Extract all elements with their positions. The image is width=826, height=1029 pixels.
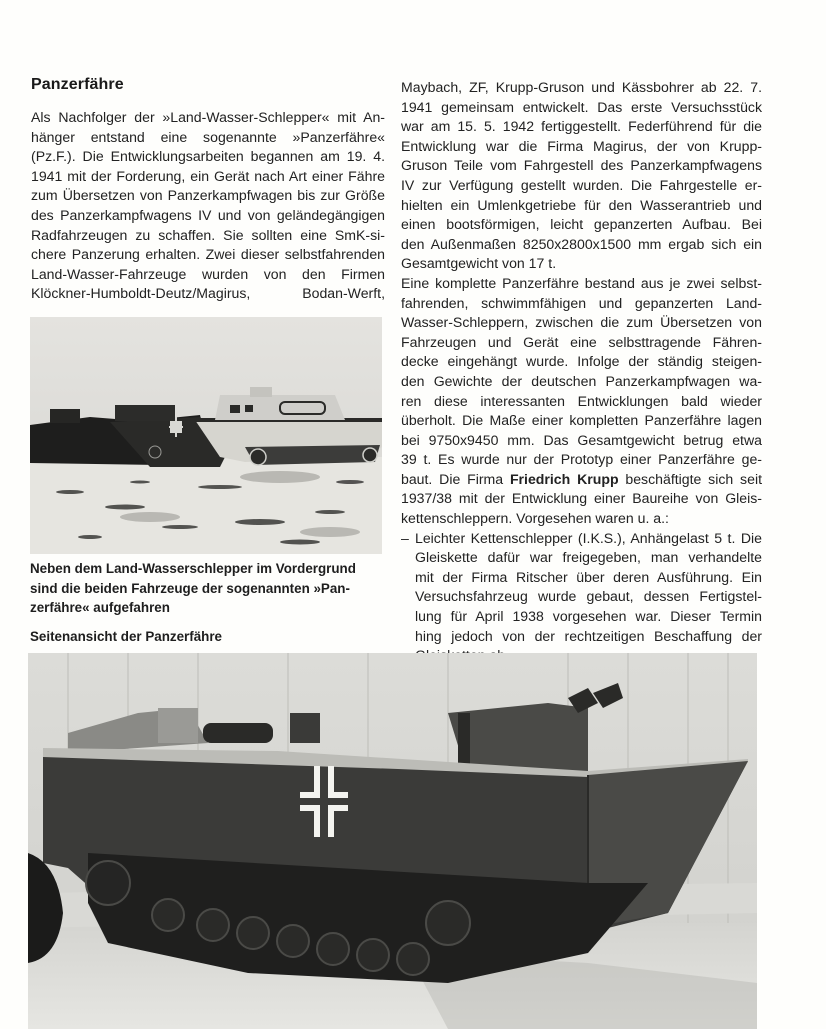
text-line: Eine komplette Panzerfähre bestand aus je zwei selbst- — [401, 274, 762, 291]
text-line: Radfahrzeugen zu schaffen. Sie sollten eine SmK-si- — [31, 226, 385, 243]
text-line: einen bootsförmigen, leicht gepanzerten Aufbau. Bei — [401, 216, 762, 233]
text-line: hänger entstand eine sogenannte »Panzerfähre« — [31, 128, 385, 145]
text-line: kettenschleppern. Vorgesehen waren u. a.: — [401, 510, 669, 527]
text-line: Maybach, ZF, Krupp-Gruson und Kässbohrer ab 22. 7. — [401, 79, 762, 95]
text-line: 39 t. Es wurde nur der Prototyp einer Panzerfähre ge- — [401, 451, 762, 468]
text-line: hing jedoch von der rechtzeitigen Beschaffung der — [415, 627, 762, 644]
text-line: den Gewichte der deutschen Panzerkampfwagen wa- — [401, 372, 762, 389]
text-line: überholt. Die Maße einer kompletten Panzerfähre lagen — [401, 412, 762, 429]
text-line: ren diese interessanten Entwicklungen bald wieder — [401, 392, 762, 409]
text-line: hielten ein Umlenkgetriebe für den Wasserantrieb und — [401, 196, 762, 213]
text-line: 1937/38 mit der Entwicklung einer Baureihe von Gleis- — [401, 490, 762, 507]
text-line: Gesamtgewicht von 17 t. — [401, 255, 557, 272]
text-run: beschäftigte sich seit — [618, 470, 762, 487]
text-line: bei 9750x9450 mm. Das Gesamtgewicht betrug etwa — [401, 431, 762, 448]
text-line: Fahrzeugen und Gerät eine selbsttragende Fähren- — [401, 333, 762, 350]
text-line: Versuchsfahrzeug wurde gebaut, dessen Fertigstel- — [415, 588, 762, 605]
caption-line: zerfähre« aufgefahren — [30, 600, 170, 615]
caption-line: Neben dem Land-Wasserschlepper im Vordergrund — [30, 561, 356, 576]
text-line: Land-Wasser-Fahrzeuge wurden von den Firmen — [31, 265, 385, 282]
text-line-krupp — [401, 470, 762, 490]
text-line: fahrenden, schwimmfähigen und gepanzerten Land- — [401, 294, 762, 311]
text-line: IV zur Verfügung gestellt wurden. Die Fahrgestelle er- — [401, 176, 762, 193]
text-line: mit der Firma Ritscher über deren Ausführung. Ein — [415, 568, 762, 585]
text-line: Entwicklung war die Firma Magirus, der von Krupp- — [401, 137, 762, 154]
text-run: baut. Die Firma — [401, 470, 510, 487]
photo1-caption — [30, 559, 400, 618]
photo2-caption: Seitenansicht der Panzerfähre — [30, 629, 223, 644]
right-column-text — [401, 78, 762, 666]
text-line: Wasser-Schleppern, zwischen die zum Übersetzen von — [401, 314, 762, 331]
text-line: Gleiskette dafür war freigegeben, man verhandelte — [415, 549, 762, 566]
text-line: chere Panzerung erhalten. Zwei dieser selbstfahrenden — [31, 246, 385, 263]
text-line: Leichter Kettenschlepper (I.K.S.), Anhängelast 5 t. Die — [415, 529, 762, 546]
text-line: Als Nachfolger der »Land-Wasser-Schlepper« mit An- — [31, 109, 385, 125]
company-name-bold: Friedrich Krupp — [509, 470, 619, 487]
photo-panzerfaehre-side-view — [28, 653, 757, 1029]
text-line: decke eingehängt wurde. Infolge der ständig steigen- — [401, 353, 762, 370]
text-line: 1941 gemeinsam entwickelt. Das erste Versuchsstück — [401, 98, 762, 115]
text-line: (Pz.F.). Die Entwicklungsarbeiten begannen am 19. 4. — [31, 148, 385, 165]
list-item — [401, 529, 762, 666]
text-line: lung für April 1938 vorgesehen war. Dieser Termin — [415, 608, 762, 625]
text-line: war am 15. 5. 1942 fertiggestellt. Federführend für die — [401, 118, 762, 135]
text-line: Gruson Teile vom Fahrgestell des Panzerkampfwagens — [401, 157, 762, 174]
text-line: zum Übersetzen von Panzerkampfwagen bis zur Größe — [31, 187, 385, 204]
text-line: des Panzerkampfwagens IV und von geländegängigen — [31, 206, 385, 223]
text-line: Klöckner-Humboldt-Deutz/Magirus, Bodan-Werft, — [31, 285, 385, 302]
list-dash: – — [401, 529, 409, 546]
text-line: den Außenmaßen 8250x2800x1500 mm ergab sich ein — [401, 235, 762, 252]
caption-line: sind die beiden Fahrzeuge der sogenannten »Pan- — [30, 580, 350, 596]
text-line: 1941 mit der Forderung, ein Gerät nach Art einer Fähre — [31, 167, 385, 184]
photo-land-wasser-schlepper — [30, 317, 382, 554]
left-column-text — [31, 108, 385, 304]
article-heading: Panzerfähre — [31, 76, 124, 93]
